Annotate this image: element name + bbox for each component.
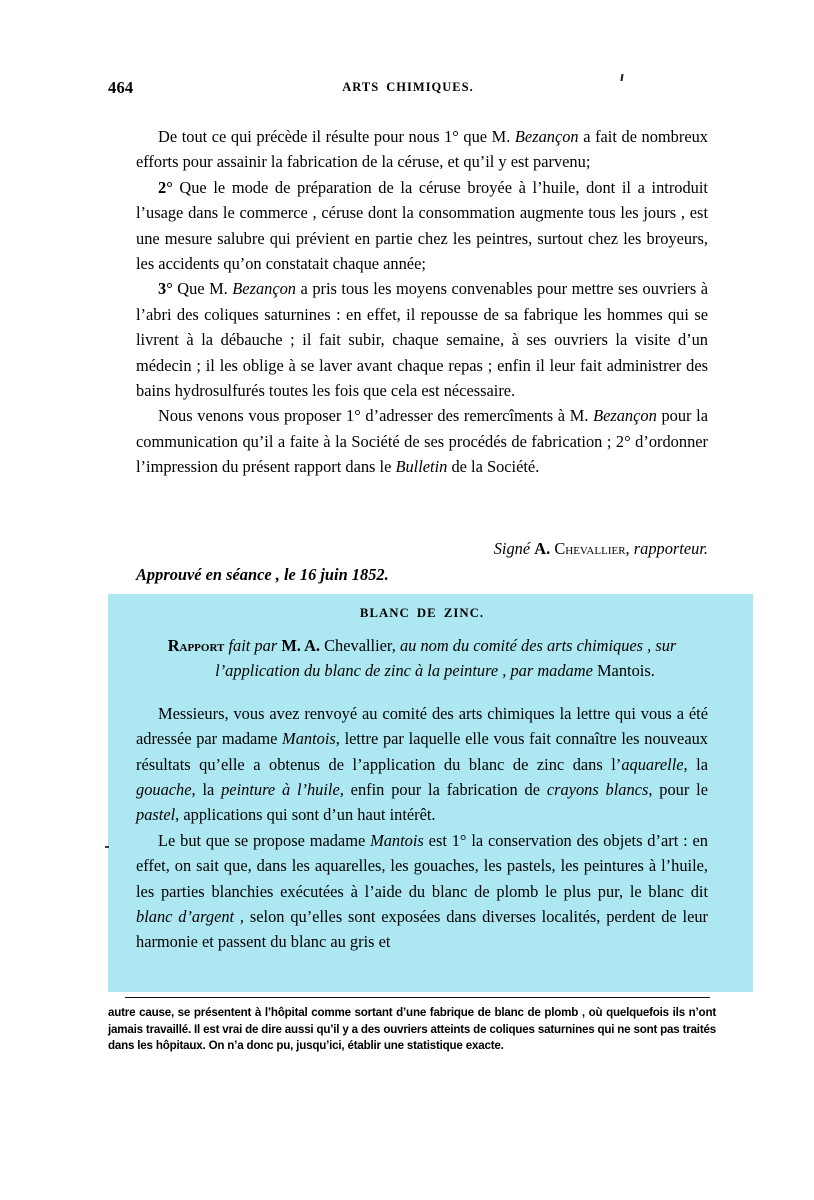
footnote-text: autre cause, se présentent à l’hôpital comme sortant d’une fabrique de blanc de plomb , où quelquefois ils n’ont jamais travaillé. Il est vrai de dire aussi qu’il y a des ouvriers atteints de coliques saturnines qui ne sont pas traités dans les hôpitaux. On n’a donc pu, jusqu’ici, établir une statistique exacte. — [108, 1006, 716, 1053]
paragraph-2 — [136, 175, 708, 277]
signature-initial: A. — [534, 539, 551, 558]
signature-signed-label: Signé — [493, 539, 531, 558]
paragraph-1-part-a: De tout ce qui précède il résulte pour nous 1° que M. — [158, 127, 515, 146]
hp1-italic-peinture-huile: peinture à l’huile, — [221, 780, 344, 800]
report-heading-subject-name: Mantois. — [596, 661, 655, 681]
hp1-a: Messieurs, vous avez renvoyé au comité des arts chimiques la lettre qui vous a été adressée par madame — [136, 703, 708, 749]
highlighted-body — [136, 701, 708, 955]
report-heading-italic-a: fait par — [228, 636, 278, 655]
report-heading-italic-b: au nom du comité des arts chimiques , sur l’application du blanc de zinc à la peinture , par madame — [215, 636, 677, 681]
hp1-italic-crayons-blancs: crayons blancs — [546, 780, 649, 800]
hp2-italic-blanc-dargent: blanc d’argent , — [136, 907, 245, 927]
hp1-f: , pour le — [648, 780, 708, 800]
hp1-d: la — [195, 780, 222, 800]
report-heading-author-name: Chevallier, — [324, 636, 396, 655]
scan-artifact-dash — [105, 846, 109, 848]
paragraph-4 — [136, 403, 708, 479]
footnote-block — [108, 1005, 716, 1055]
section-title: BLANC DE ZINC. — [359, 606, 485, 620]
hp1-g: , applications qui sont d’un haut intérêt. — [175, 805, 436, 825]
highlighted-section — [136, 606, 708, 955]
paragraph-3-part-b: a pris tous les moyens convenables pour mettre ses ouvriers à l’abri des coliques saturnines : en effet, il repousse de sa fabrique les hommes qui se livrent à la débauche ; il fait subir, chaque semaine, à ses ouvriers la visite d’un médecin ; il les oblige à se laver avant chaque repas ; enfin il leur fait administrer des bains hydrosulfurés toutes les fois que cela est nécessaire. — [136, 279, 708, 401]
body-text-block — [136, 124, 708, 480]
paragraph-1 — [136, 124, 708, 175]
signature-comma: , — [625, 539, 630, 558]
hp1-italic-mantois: Mantois — [282, 729, 336, 749]
paragraph-3-ordinal: 3° — [158, 279, 173, 299]
paragraph-2-ordinal: 2° — [158, 177, 173, 197]
paragraph-4-part-a: Nous venons vous proposer 1° d’adresser des remercîments à M. — [158, 406, 594, 426]
report-heading-label: Rapport — [167, 636, 225, 655]
paragraph-3 — [136, 276, 708, 403]
hp2-a: Le but que se propose madame — [158, 830, 371, 850]
hp2-italic-mantois: Mantois — [370, 830, 424, 850]
hp2-b: est 1° la conservation des objets d’art : en effet, on sait que, dans les aquarelles, les gouaches, les pastels, les peintures à l’huile, les parties blanchies exécutées à l’aide du blanc de plomb le plus pur, le blanc dit — [136, 830, 708, 901]
report-heading — [136, 633, 708, 684]
hp1-e: enfin pour la fabrication de — [343, 780, 547, 800]
paragraph-4-italic-name: Bezançon — [593, 406, 657, 426]
footnote-separator-rule — [125, 997, 710, 998]
paragraph-1-italic-name: Bezançon — [514, 127, 579, 146]
hp1-b: , lettre par laquelle elle vous fait connaître les nouveaux résultats qu’elle a obtenus de l’application du blanc de zinc dans l’ — [136, 729, 708, 774]
hp1-italic-aquarelle: aquarelle, — [621, 754, 688, 774]
paragraph-1-part-b: a fait de nombreux efforts pour assainir la fabrication de la céruse, et qu’il y est parvenu; — [136, 127, 709, 172]
highlight-paragraph-2 — [136, 828, 708, 955]
approval-line: Approuvé en séance , le 16 juin 1852. — [136, 565, 389, 584]
running-title: ARTS CHIMIQUES. — [342, 80, 474, 94]
signature-line — [136, 536, 710, 561]
paragraph-3-part-a: Que M. — [172, 279, 233, 299]
paragraph-4-part-c: de la Société. — [447, 457, 540, 477]
hp1-italic-pastel: pastel — [136, 805, 176, 825]
signature-name: Chevallier — [554, 539, 626, 558]
highlight-paragraph-1 — [136, 701, 708, 828]
page-number: 464 — [108, 78, 134, 97]
paragraph-2-text: Que le mode de préparation de la céruse broyée à l’huile, dont il a introduit l’usage dans le commerce , céruse dont la consommation augmente tous les jours , est une mesure salubre qui prévient en partie chez les peintres, surtout chez les broyeurs, les accidents qu’on constatait chaque année; — [136, 177, 708, 274]
running-head — [108, 78, 708, 98]
paragraph-4-part-b: pour la communication qu’il a faite à la Société de ses procédés de fabrication ; 2° d’ordonner l’impression du présent rapport dans le — [136, 406, 708, 477]
report-heading-author-initials: M. A. — [281, 636, 321, 655]
hp2-c: selon qu’elles sont exposées dans diverses localités, perdent de leur harmonie et passent du blanc au gris et — [136, 907, 708, 952]
signature-role: rapporteur. — [633, 539, 708, 558]
hp1-c: la — [687, 754, 708, 774]
paragraph-3-italic-name: Bezançon — [232, 279, 297, 299]
hp1-italic-gouache: gouache, — [136, 780, 196, 800]
paragraph-4-italic-bulletin: Bulletin — [395, 457, 448, 477]
